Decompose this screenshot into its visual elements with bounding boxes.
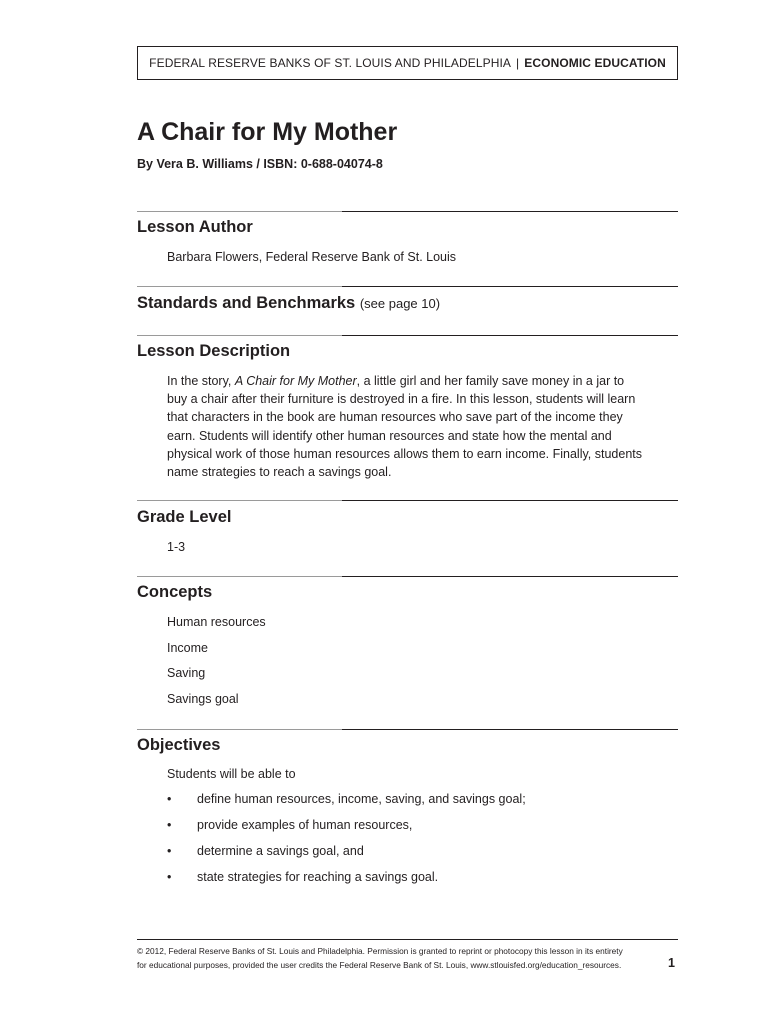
description-line: that characters in the book are human resources who save part of the income they [167, 410, 623, 425]
grade-level-heading: Grade Level [137, 508, 232, 526]
bullet-marker: • [167, 844, 172, 858]
description-line: physical work of those human resources allows them to earn income. Finally, students [167, 446, 642, 461]
concept-item: Savings goal [167, 692, 239, 706]
section-divider [137, 500, 678, 501]
section-divider [137, 335, 678, 336]
concept-item: Saving [167, 666, 206, 680]
objective-item [167, 792, 526, 806]
objective-text: provide examples of human resources, [197, 818, 413, 832]
objective-text: determine a savings goal, and [197, 844, 364, 858]
section-divider [137, 729, 678, 730]
page-number: 1 [668, 956, 675, 970]
section-divider [137, 286, 678, 287]
description-line: earn. Students will identify other human resources and state how the mental and [167, 428, 612, 443]
description-text: , a little girl and her family save money in a jar to [356, 374, 625, 388]
objective-text: define human resources, income, saving, and savings goal; [197, 792, 526, 806]
standards-heading [137, 294, 440, 313]
document-title: A Chair for My Mother [137, 118, 398, 146]
byline: By Vera B. Williams / ISBN: 0-688-04074-8 [137, 157, 383, 171]
description-line: name strategies to reach a savings goal. [167, 465, 392, 480]
bullet-marker: • [167, 818, 172, 832]
bullet-marker: • [167, 792, 172, 806]
copyright-line: for educational purposes, provided the user credits the Federal Reserve Bank of St. Louis, www.stlouisfed.org/education_resources. [137, 959, 622, 970]
bullet-marker: • [167, 870, 172, 884]
lesson-description-text [167, 372, 679, 481]
description-line [167, 372, 679, 390]
header-banner [137, 46, 678, 80]
objective-item [167, 818, 412, 832]
header-program: ECONOMIC EDUCATION [524, 56, 666, 70]
concept-item: Income [167, 641, 208, 655]
grade-level-value: 1-3 [167, 540, 186, 554]
copyright-notice [137, 945, 623, 972]
objective-item [167, 870, 438, 884]
objectives-intro: Students will be able to [167, 767, 296, 781]
concepts-heading: Concepts [137, 583, 213, 601]
objective-item [167, 844, 364, 858]
standards-heading-text: Standards and Benchmarks [137, 294, 356, 312]
section-divider [137, 576, 678, 577]
lesson-author-heading: Lesson Author [137, 218, 253, 236]
footer-divider [137, 939, 678, 940]
lesson-author-text: Barbara Flowers, Federal Reserve Bank of St. Louis [167, 250, 457, 264]
lesson-description-heading: Lesson Description [137, 342, 291, 360]
description-line: buy a chair after their furniture is destroyed in a fire. In this lesson, students will learn [167, 392, 636, 407]
section-divider [137, 211, 678, 212]
description-text: In the story, [167, 374, 235, 388]
concept-item: Human resources [167, 615, 266, 629]
objective-text: state strategies for reaching a savings goal. [197, 870, 439, 884]
header-separator: | [516, 56, 520, 70]
book-title: A Chair for My Mother [234, 374, 357, 388]
objectives-heading: Objectives [137, 736, 221, 754]
standards-note: (see page 10) [359, 296, 441, 311]
copyright-line: © 2012, Federal Reserve Banks of St. Louis and Philadelphia. Permission is granted to reprint or photocopy this lesson in its entirety [137, 946, 623, 956]
header-publisher: FEDERAL RESERVE BANKS OF ST. LOUIS AND PHILADELPHIA [149, 56, 512, 70]
